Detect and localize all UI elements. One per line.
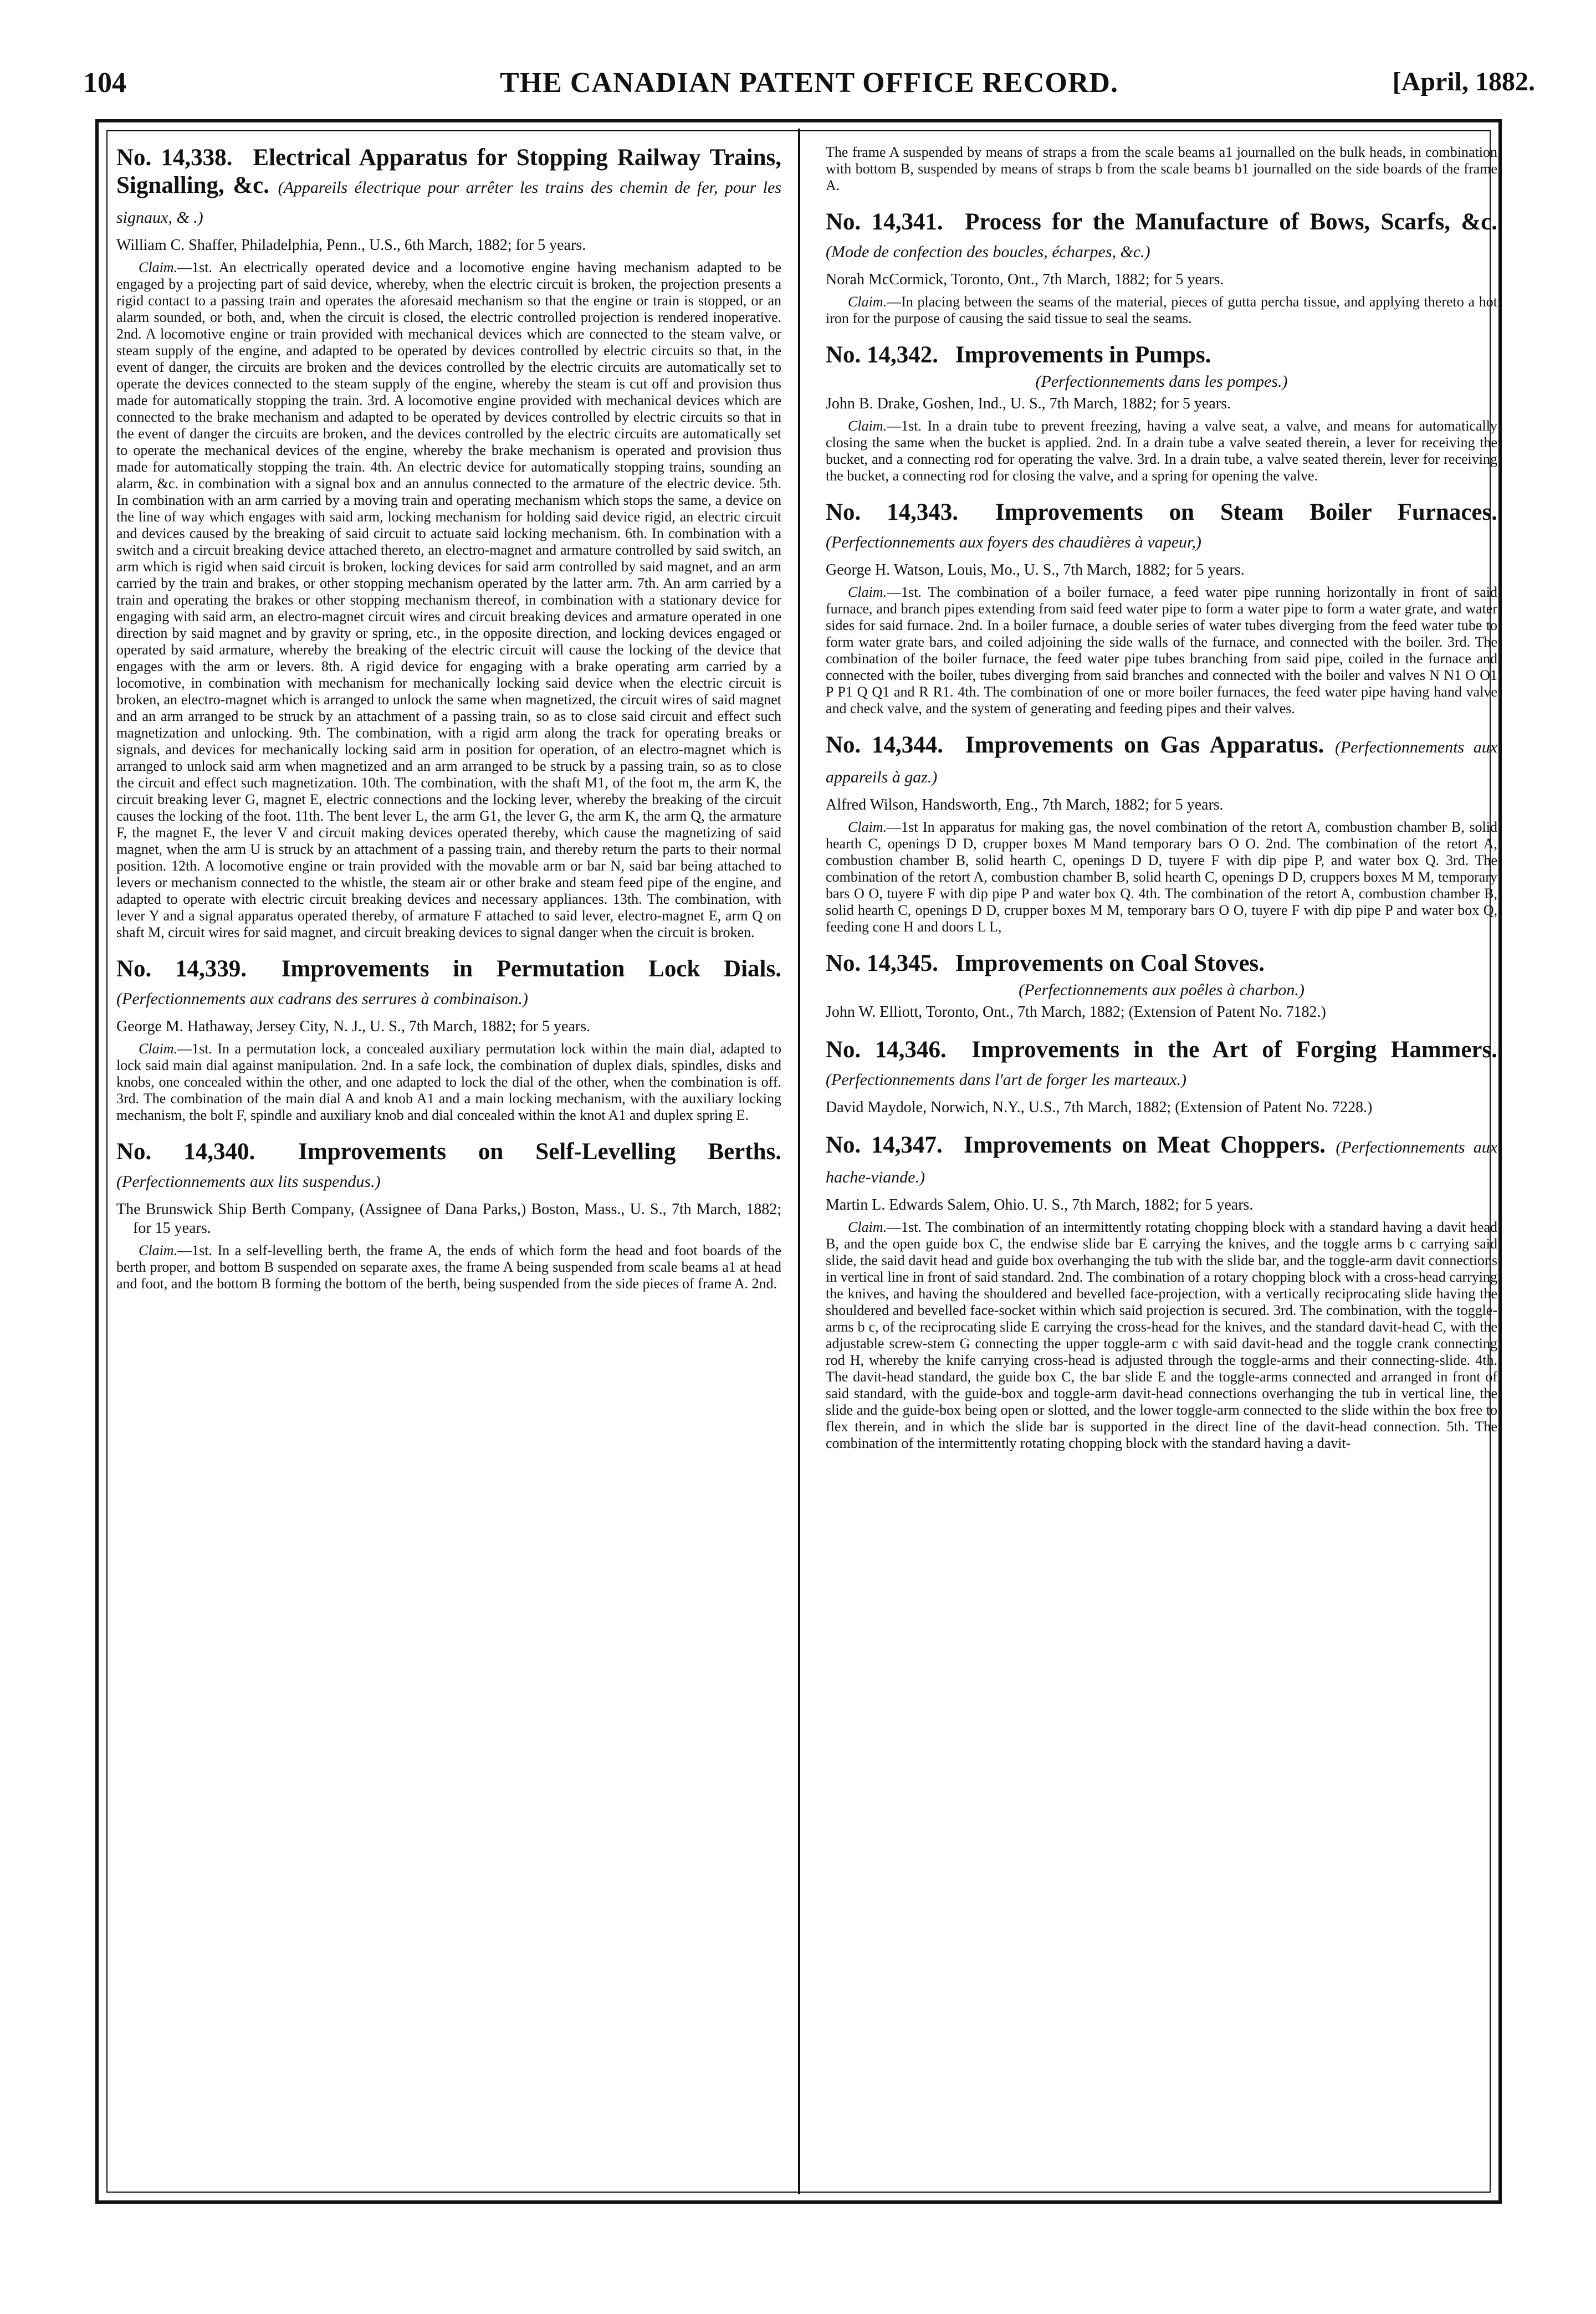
claim-text: —1st. In a permutation lock, a concealed auxiliary permutation lock within the main dial, adapted to lock said main dial against manipulation. 2nd. In a safe lock, the combination of duplex dials, spindles, disks and knobs, one concealed within the other, and one adapted to lock the dial of the other, when the combination is off. 3rd. The combination of the main dial A and knob A1 and a main locking mechanism, with the auxiliary locking mechanism, the bolt F, spindle and auxiliary knob and dial concealed within the knot A1 and duplex spring E. — [116, 1041, 781, 1123]
patent-applicant: Alfred Wilson, Handsworth, Eng., 7th March, 1882; for 5 years. — [826, 796, 1224, 813]
patent-entry-14341 — [826, 208, 1497, 327]
column-rule — [798, 129, 800, 2194]
claim-label: Claim. — [848, 418, 887, 434]
patent-entry-14344 — [826, 731, 1497, 935]
patent-title-text: Improvements in Pumps. — [955, 342, 1211, 368]
patent-applicant: David Maydole, Norwich, N.Y., U.S., 7th March, 1882; (Extension of Patent No. 7228.) — [826, 1099, 1373, 1116]
issue-date: [April, 1882. — [1392, 67, 1535, 96]
claim-text: —1st In apparatus for making gas, the novel combination of the retort A, combustion chamber B, solid hearth C, openings D D, crupper boxes M Mand temporary bars O O. 2nd. The combination of the retort A, combustion chamber B, solid hearth C, openings D D, tuyere F with dip pipe P, and water box Q. 3rd. The combination of the retort A, combustion chamber B, solid hearth C, openings D D, cruppers boxes M M, temporary bars O O, tuyere F with dip pipe P and water box Q. 4th. The combination of the retort A, combustion chamber B, solid hearth C, openings D D, crupper boxes M M, temporary bars O O, tuyere F with dip pipe P and water box Q, feeding cone H and doors L L, — [826, 819, 1497, 935]
patent-claim — [116, 259, 781, 941]
patent-title-text: Electrical Apparatus for Stopping Railway Trains, Signalling, &c. — [116, 145, 781, 198]
continued-claim-text: The frame A suspended by means of straps a from the scale beams a1 journalled on the bulk heads, in combination with bottom B, suspended by means of straps b from the scale beams b1 journalled on the side boards of the frame A. — [826, 144, 1497, 193]
claim-text: —In placing between the seams of the material, pieces of gutta percha tissue, and applying thereto a hot iron for the purpose of causing the said tissue to seal the seams. — [826, 294, 1497, 326]
claim-text: —1st. In a self-levelling berth, the frame A, the ends of which form the head and foot boards of the berth proper, and bottom B suspended on separate axes, the frame A being suspended from scale beams a1 at head and foot, and the bottom B forming the bottom of the berth, being suspended from the side pieces of frame A. 2nd. — [116, 1242, 781, 1292]
patent-number: No. 14,338. — [116, 145, 233, 171]
patent-title — [826, 499, 1497, 556]
patent-number: No. 14,340. — [116, 1139, 255, 1165]
patent-title-text: Improvements on Self-Levelling Berths. — [298, 1139, 781, 1165]
patent-title — [826, 1036, 1497, 1094]
patent-number: No. 14,346. — [826, 1037, 947, 1063]
patent-number: No. 14,343. — [826, 499, 959, 525]
claim-label: Claim. — [139, 1242, 178, 1258]
claim-text: —1st. The combination of an intermittently rotating chopping block with a standard having a davit head B, and the open guide box C, the endwise slide bar E carrying the knives, and the toggle arms b c carrying said slide, the said davit head and guide box overhanging the tub with the slide bar, and the toggle-arm davit connections in vertical line in front of said standard. 2nd. The combination of a rotary chopping block with a cross-head carrying the knives, and having the shouldered and bevelled face-projection, with a vertically reciprocating slide having the shouldered and bevelled face-socket within which said projection is secured. 3rd. The combination, with the toggle-arms b c, of the reciprocating slide E carrying the cross-head for the knives, and the standard davit-head C, with the adjustable screw-stem G connecting the upper toggle-arm c with said davit-head and the toggle crank connecting rod H, whereby the knife carrying cross-head is adjusted through the toggle-arms and their connecting-slide. 4th. The davit-head standard, the guide box C, the bar slide E and the toggle-arms connected and arranged in front of said standard, with the guide-box and toggle-arm davit-head connections overhanging the tub in vertical line, the slide and the guide-box being open or slotted, and the lower toggle-arm connected to the slide within the box free to flex therein, and in which the slide bar is supported in the direct line of the davit-head connection. 5th. The combination of the intermittently rotating chopping block with the standard having a davit- — [826, 1219, 1497, 1451]
patent-claim — [116, 1242, 781, 1292]
patent-title-text: Improvements on Gas Apparatus. — [965, 732, 1324, 758]
patent-title-french: (Appareils électrique pour arrêter les trains des chemin de fer, pour les signaux, & .) — [116, 178, 781, 227]
right-column — [826, 144, 1497, 2189]
patent-title-text: Improvements in the Art of Forging Hammers. — [971, 1037, 1497, 1063]
patent-applicant: Martin L. Edwards Salem, Ohio. U. S., 7th March, 1882; for 5 years. — [826, 1196, 1254, 1214]
patent-number: No. 14,347. — [826, 1132, 943, 1158]
patent-title-text: Process for the Manufacture of Bows, Scarfs, &c. — [965, 209, 1497, 235]
patent-title-french: (Perfectionnements aux foyers des chaudières à vapeur,) — [826, 533, 1201, 551]
patent-applicant: John W. Elliott, Toronto, Ont., 7th March, 1882; (Extension of Patent No. 7182.) — [826, 1004, 1326, 1021]
patent-title — [826, 341, 1497, 369]
patent-entry-14347 — [826, 1132, 1497, 1452]
patent-applicant: George M. Hathaway, Jersey City, N. J., U. S., 7th March, 1882; for 5 years. — [116, 1018, 591, 1035]
patent-title-french: (Perfectionnements aux cadrans des serrures à combinaison.) — [116, 990, 528, 1008]
patent-title — [116, 1138, 781, 1196]
patent-title-french: (Perfectionnements dans l'art de forger les marteaux.) — [826, 1071, 1187, 1089]
claim-label: Claim. — [848, 1219, 887, 1235]
patent-applicant: George H. Watson, Louis, Mo., U. S., 7th March, 1882; for 5 years. — [826, 561, 1245, 578]
patent-title — [116, 144, 781, 232]
patent-claim — [826, 819, 1497, 935]
patent-entry-14338 — [116, 144, 781, 941]
patent-claim — [116, 1041, 781, 1124]
patent-title — [826, 208, 1497, 266]
patent-claim — [826, 418, 1497, 484]
patent-title — [826, 950, 1497, 977]
claim-text: —1st. The combination of a boiler furnace, a feed water pipe running horizontally in front of said furnace, and branch pipes extending from said feed water pipe to form a water pipe to form a water grate, and water sides for said furnace. 2nd. In a boiler furnace, a double series of water tubes diverging from the feed water tube to form water grate bars, and coiled adjoining the side walls of the furnace, and connected with the boiler. 3rd. The combination of the boiler furnace, the feed water pipe tubes branching from said pipe, coiled in the furnace and connected with the boiler, tubes diverging from said branches and connected with the boiler and valves N N1 O O1 P P1 Q Q1 and R R1. 4th. The combination of one or more boiler furnaces, the feed water pipe having hand valve and check valve, and the system of generating and feeding pipes and their valves. — [826, 584, 1497, 716]
patent-title-french: (Perfectionnements aux hache-viande.) — [826, 1138, 1497, 1186]
patent-title-french: (Perfectionnements aux lits suspendus.) — [116, 1173, 381, 1191]
patent-number: No. 14,341. — [826, 209, 943, 235]
patent-number: No. 14,345. — [826, 950, 939, 976]
patent-number: No. 14,339. — [116, 956, 247, 982]
patent-entry-14343 — [826, 499, 1497, 717]
patent-applicant: William C. Shaffer, Philadelphia, Penn., U.S., 6th March, 1882; for 5 years. — [116, 237, 586, 254]
patent-claim — [826, 1219, 1497, 1452]
patent-title-text: Improvements in Permutation Lock Dials. — [281, 956, 781, 982]
patent-title-french: (Perfectionnements aux poêles à charbon.) — [1019, 981, 1305, 999]
patent-title-text: Improvements on Coal Stoves. — [955, 950, 1265, 976]
patent-number: No. 14,344. — [826, 732, 944, 758]
patent-applicant: Norah McCormick, Toronto, Ont., 7th March, 1882; for 5 years. — [826, 271, 1224, 288]
patent-title-french: (Perfectionnements dans les pompes.) — [1035, 372, 1288, 391]
patent-number: No. 14,342. — [826, 342, 939, 368]
claim-label: Claim. — [139, 1041, 178, 1057]
claim-text: —1st. An electrically operated device and a locomotive engine having mechanism adapted to be engaged by a projecting part of said device, whereby, when the electric circuit is broken, the projection presents a rigid contact to a passing train and operates the aforesaid mechanism so that the engine or train is stopped, or an alarm sounded, or both, and, when the circuit is closed, the electric controlled projection is rendered inoperative. 2nd. A locomotive engine or train provided with mechanical devices which are connected to the steam valve, or steam supply of the engine, and adapted to be operated by devices controlled by electric circuits so that, in the event of danger, the circuits are broken and the devices controlled by the electric circuits are automatically set to operate the devices connected to the steam supply of the engine, whereby the steam is cut off and provision thus made for automatically stopping the train. 3rd. A locomotive engine provided with mechanical devices which are connected to the brake mechanism and adapted to be operated by devices controlled by electric circuits so that in the event of danger the circuits are broken, and the devices controlled by the electric circuits are automatically set to operate the mechanical devices of the engine, whereby the brake mechanism is operated and provision thus made for automatically stopping the train. 4th. An electric device for automatically stopping trains, sounding an alarm, &c. in combination with a signal box and an annulus connected to the armature of the electric device. 5th. In combination with an arm carried by a moving train and operating mechanism which stops the same, a device on the line of way which engages with said arm, locking mechanism for holding said device rigid, an electric circuit and devices caused by the breaking of said circuit to actuate said locking mechanism. 6th. In combination with a switch and a circuit breaking device attached thereto, an electro-magnet and armature controlled by said switch, an arm which is rigid when said circuit is broken, locking devices for said arm controlled by said magnet, and an arm carried by the train and brakes, or other stopping mechanism operated by the latter arm. 7th. An arm carried by a train and operating the brakes or other stopping mechanism thereof, in combination with a stationary device for engaging with said arm, an electro-magnet circuit wires and circuit breaking devices and armature operated in one direction by said magnet and by gravity or spring, etc., in the opposite direction, and locking devices engaged or operated by said armature, whereby the breaking of the electric circuit will cause the locking of the device that engages with the arm or levers. 8th. A rigid device for engaging with a brake operating arm carried by a locomotive, in combination with mechanism for mechanically locking said device when the electric circuit is broken, an electro-magnet which is arranged to unlock the same when magnetized, the circuit wires of said magnet and an arm arranged to be struck by an attachment of a passing train, so as to close said circuit and effect such magnetization and unlocking. 9th. The combination, with a rigid arm along the track for operating breaks or signals, and devices for mechanically locking said arm in position for operation, of an electro-magnet which is arranged to unlock said arm when magnetized and an arm arranged to be struck by a passing train, so as to close the circuit and effect such magnetization. 10th. The combination, with the shaft M1, of the foot m, the arm K, the circuit breaking lever G, magnet E, electric connections and the locking lever, whereby the breaking of the circuit causes the locking of the foot. 11th. The bent lever L, the arm G1, the lever G, the arm K, the arm Q, the armature F, the magnet E, the lever V and circuit making devices operated thereby, which cause the magnetizing of said magnet, when the arm U is struck by an attachment of a passing train, and thereby return the parts to their normal position. 12th. A locomotive engine or train provided with the movable arm or bar N, said bar being attached to levers or mechanism connected to the whistle, the steam air or other brake and steam feed pipe of the engine, and adapted to operate with electric circuit breaking devices and necessary appliances. 13th. The combination, with lever Y and a signal apparatus operated thereby, of armature F attached to said lever, electro-magnet E, arm Q on shaft M, circuit wires for said magnet, and circuit breaking devices to signal danger when the circuit is broken. — [116, 259, 781, 940]
patent-title-french: (Mode de confection des boucles, écharpes, &c.) — [826, 243, 1150, 261]
patent-title-text: Improvements on Meat Choppers. — [964, 1132, 1326, 1158]
patent-applicant: John B. Drake, Goshen, Ind., U. S., 7th March, 1882; for 5 years. — [826, 395, 1231, 412]
page-number: 104 — [83, 67, 126, 99]
patent-title — [826, 1132, 1497, 1191]
patent-entry-14346 — [826, 1036, 1497, 1117]
claim-text: —1st. In a drain tube to prevent freezing, having a valve seat, a valve, and means for automatically closing the same when the bucket is applied. 2nd. In a drain tube a valve seated therein, a lever for receiving the bucket, and a connecting rod for operating the valve. 3rd. In a drain tube, a valve seated therein, lever for receiving the bucket, a connecting rod for closing the valve, and a spring for opening the valve. — [826, 418, 1497, 484]
left-column — [116, 144, 781, 2189]
patent-title — [116, 955, 781, 1013]
patent-title-french: (Perfectionnements aux appareils à gaz.) — [826, 738, 1497, 786]
claim-label: Claim. — [139, 259, 178, 275]
continued-claim — [826, 144, 1497, 194]
claim-label: Claim. — [848, 584, 887, 600]
patent-entry-14339 — [116, 955, 781, 1124]
patent-entry-14340 — [116, 1138, 781, 1292]
journal-title: THE CANADIAN PATENT OFFICE RECORD. — [500, 67, 1118, 99]
patent-entry-14345 — [826, 950, 1497, 1022]
patent-title — [826, 731, 1497, 791]
patent-claim — [826, 584, 1497, 717]
patent-entry-14342 — [826, 341, 1497, 484]
page-header — [83, 66, 1535, 105]
claim-label: Claim. — [848, 294, 887, 310]
patent-title-text: Improvements on Steam Boiler Furnaces. — [995, 499, 1497, 525]
patent-claim — [826, 294, 1497, 327]
claim-label: Claim. — [848, 819, 887, 835]
patent-applicant: The Brunswick Ship Berth Company, (Assignee of Dana Parks,) Boston, Mass., U. S., 7th March, 1882; for 15 years. — [116, 1201, 781, 1237]
